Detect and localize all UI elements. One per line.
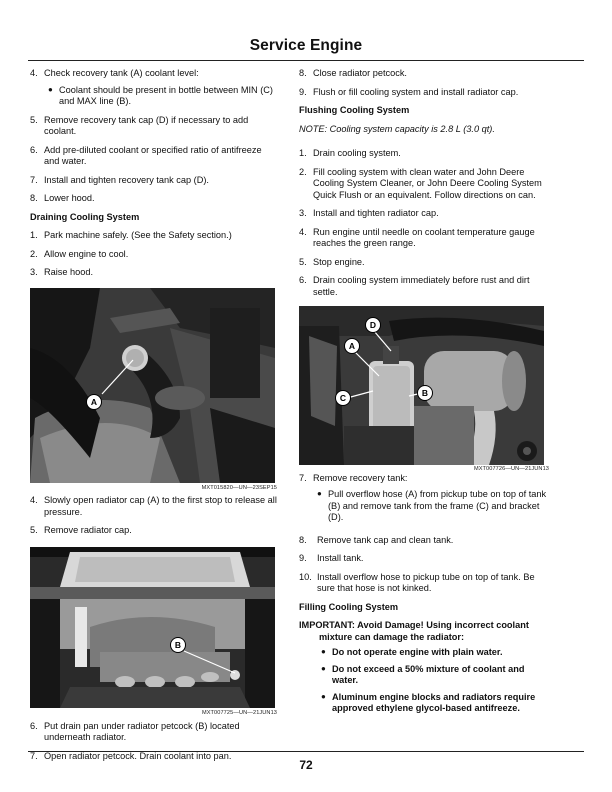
step: 6. Add pre-diluted coolant or specified ratio of antifreeze and water. [30,144,262,166]
radiator-petcock-photo [30,547,275,708]
step: 6. Drain cooling system immediately before rust and dirt settle. [299,275,530,297]
bullet-item: ● Aluminum engine blocks and radiators require approved ethylene glycol-based antifreeze. [321,691,536,714]
section-heading-flushing: Flushing Cooling System [299,105,410,115]
figure-caption: MXT015820—UN—23SEP15 [201,484,277,491]
callout-a: A [86,394,102,410]
step: 9. Install tank. [299,553,364,564]
step: 3. Install and tighten radiator cap. [299,208,439,218]
bullet-item: ● Do not exceed a 50% mixture of coolant and water. [321,663,525,686]
figure-caption: MXT007726—UN—21JUN13 [473,466,549,472]
callout-c: C [335,390,351,406]
step: 8. Remove tank cap and clean tank. [299,534,454,545]
bullet-icon: ● [48,84,53,94]
step: 9. Flush or fill cooling system and install radiator cap. [299,86,519,97]
step: 3. Raise hood. [30,267,94,277]
step: 4. Check recovery tank (A) coolant level: [30,68,199,78]
callout-d: D [365,317,381,333]
recovery-tank-photo [299,306,544,465]
callout-b: B [170,637,186,653]
bullet-item: ● Do not operate engine with plain water. [321,647,503,658]
radiator-cap-photo [30,288,275,483]
header-rule [28,60,584,61]
bullet-icon: ● [317,489,322,499]
step: 7. Remove recovery tank: [299,472,408,483]
section-heading-draining: Draining Cooling System [30,211,140,222]
step: 1. Park machine safely. (See the Safety section.) [30,230,232,240]
step: 2. Fill cooling system with clean water and John Deere Cooling System Cleaner, or John Deere Cooling System Quick Flush or an equivalent. Follow directions on can. [299,166,542,200]
bullet-icon: ● [321,663,326,673]
section-heading-filling: Filling Cooling System [299,601,399,612]
step: 4. Run engine until needle on coolant temperature gauge reaches the green range. [299,226,535,248]
step: 5. Remove radiator cap. [30,525,132,536]
bullet-item: ● Pull overflow hose (A) from pickup tube on top of tank (B) and remove tank from the frame (C) and bracket (D). [317,489,547,523]
note-text: NOTE: Cooling system capacity is 2.8 L (3.0 qt). [299,123,495,134]
step: 8. Lower hood. [30,193,95,203]
bullet-icon: ● [321,691,326,701]
important-notice: IMPORTANT: Avoid Damage! Using incorrect coolant mixture can damage the radiator: [299,620,529,642]
left-column [30,68,277,769]
step: 1. Drain cooling system. [299,148,401,158]
step: 4. Slowly open radiator cap (A) to the first stop to release all pressure. [30,495,277,517]
step: 2. Allow engine to cool. [30,248,129,259]
step: 8. Close radiator petcock. [299,68,407,78]
step: 6. Put drain pan under radiator petcock (B) located underneath radiator. [30,720,240,743]
callout-a: A [344,338,360,354]
step: 10. Install overflow hose to pickup tube on top of tank. Be sure that hose is not kinked. [299,571,535,594]
step: 5. Stop engine. [299,256,365,267]
step: 7. Install and tighten recovery tank cap (D). [30,174,209,185]
figure-caption: MXT007725—UN—21JUN13 [201,709,277,716]
page-number: 72 [299,758,313,772]
bullet-item: ● Coolant should be present in bottle between MIN (C) and MAX line (B). [48,84,273,106]
step: 5. Remove recovery tank cap (D) if necessary to add coolant. [30,114,249,136]
right-column [299,68,549,722]
step: 7. Open radiator petcock. Drain coolant into pan. [30,750,232,761]
footer-rule [28,751,584,752]
page-title: Service Engine [249,37,363,54]
bullet-icon: ● [321,647,326,657]
callout-b: B [417,385,433,401]
